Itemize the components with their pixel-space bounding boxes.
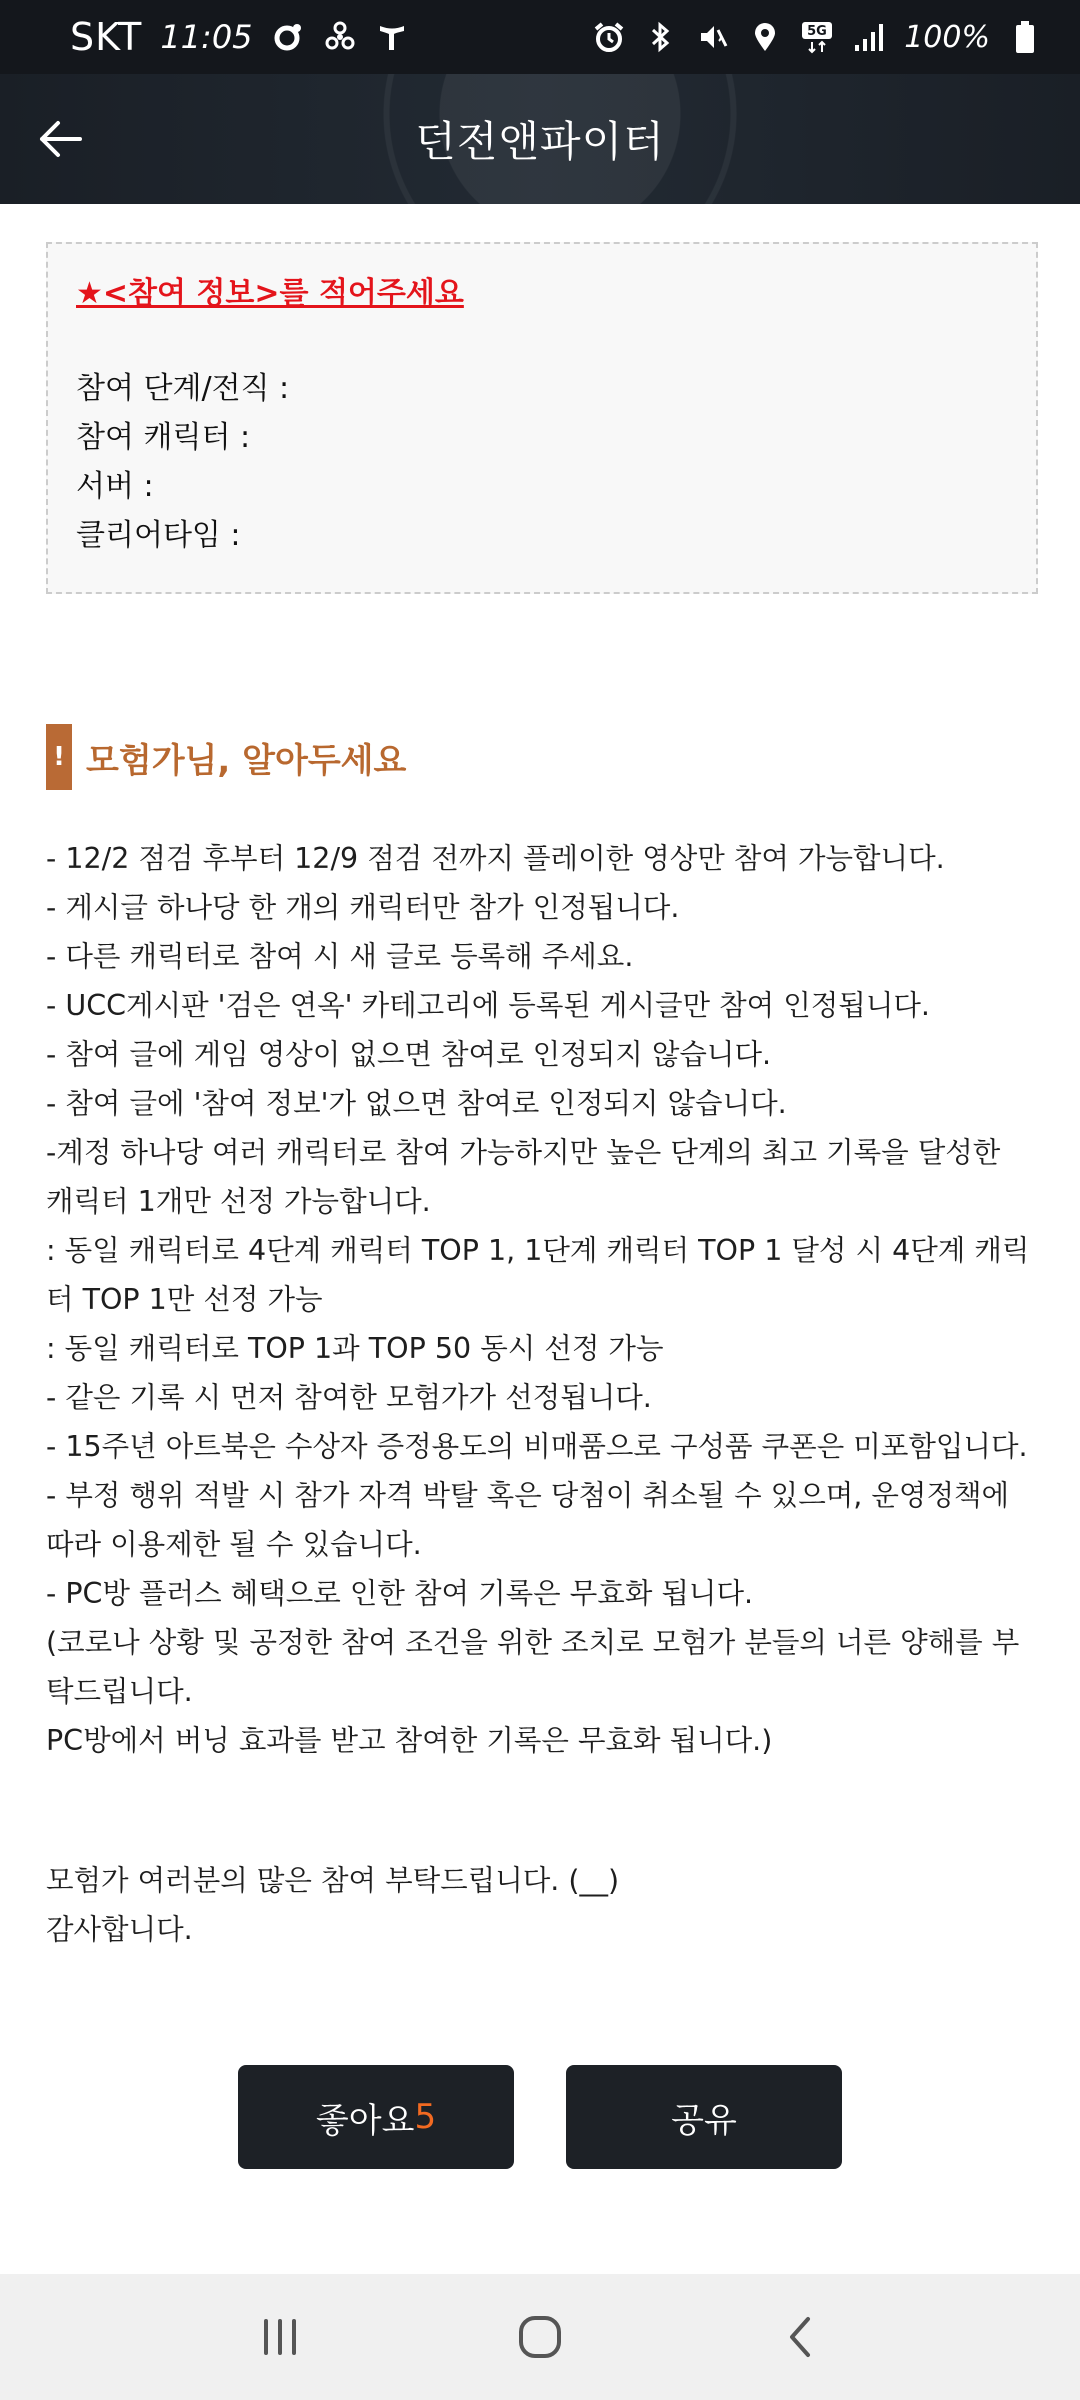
like-count: 5: [414, 2097, 437, 2137]
nav-back-button[interactable]: [755, 2292, 845, 2382]
notice-line: : 동일 캐릭터로 TOP 1과 TOP 50 동시 선정 가능: [46, 1332, 664, 1365]
notice-line: : 동일 캐릭터로 4단계 캐릭터 TOP 1, 1단계 캐릭터 TOP 1 달성 시 4단계 캐릭: [46, 1234, 1030, 1267]
signal-icon: [852, 20, 886, 54]
status-right: [592, 20, 1042, 55]
5g-icon: [800, 20, 834, 54]
status-bar: [0, 0, 1080, 74]
notice-line: - UCC게시판 '검은 연옥' 카테고리에 등록된 게시글만 참여 인정됩니다.: [46, 989, 930, 1022]
mute-icon: [696, 20, 730, 54]
closing-line: 모험가 여러분의 많은 참여 부탁드립니다. (__): [46, 1864, 620, 1897]
info-line: 참여 단계/전직 :: [76, 371, 290, 406]
navigation-bar: [0, 2274, 1080, 2400]
info-line: 서버 :: [76, 469, 154, 504]
notice-line: 탁드립니다.: [46, 1675, 193, 1708]
like-button[interactable]: [238, 2065, 514, 2169]
share-label: 공유: [671, 2100, 737, 2141]
notice-line: PC방에서 버닝 효과를 받고 참여한 기록은 무효화 됩니다.): [46, 1724, 773, 1757]
notice-line: 터 TOP 1만 선정 가능: [46, 1283, 323, 1316]
back-button[interactable]: [30, 109, 90, 169]
like-label: 좋아요: [315, 2100, 415, 2141]
notice-line: 따라 이용제한 될 수 있습니다.: [46, 1528, 422, 1561]
notice-heading: [46, 724, 406, 790]
notice-line: - 부정 행위 적발 시 참가 자격 박탈 혹은 당첨이 취소될 수 있으며, 운영정책에: [46, 1479, 1010, 1512]
app-header: [0, 74, 1080, 204]
status-left: [70, 15, 409, 59]
location-icon: [748, 20, 782, 54]
page-title: 던전앤파이터: [415, 117, 665, 166]
home-icon: [516, 2313, 564, 2361]
notice-line: - 15주년 아트북은 수상자 증정용도의 비매품으로 구성품 쿠폰은 미포함입니다.: [46, 1430, 1028, 1463]
notice-line: - 참여 글에 '참여 정보'가 없으면 참여로 인정되지 않습니다.: [46, 1087, 787, 1120]
notice-line: (코로나 상황 및 공정한 참여 조건을 위한 조치로 모험가 분들의 너른 양해를 부: [46, 1626, 1020, 1659]
share-button[interactable]: [566, 2065, 842, 2169]
recent-apps-icon: [258, 2315, 302, 2359]
notice-line: - PC방 플러스 혜택으로 인한 참여 기록은 무효화 됩니다.: [46, 1577, 754, 1610]
participation-info-box: [46, 242, 1038, 594]
clock: 11:05: [160, 18, 253, 56]
info-line: 클리어타임 :: [76, 518, 241, 553]
svg-text:5G: 5G: [807, 24, 828, 39]
notice-line: - 같은 기록 시 먼저 참여한 모험가가 선정됩니다.: [46, 1381, 652, 1414]
notice-line: -계정 하나당 여러 캐릭터로 참여 가능하지만 높은 단계의 최고 기록을 달성한: [46, 1136, 1001, 1169]
info-line: 참여 캐릭터 :: [76, 420, 251, 455]
fan-icon: [323, 20, 357, 54]
notice-line: - 12/2 점검 후부터 12/9 점검 전까지 플레이한 영상만 참여 가능합니다.: [46, 842, 945, 875]
notice-line: - 게시글 하나당 한 개의 캐릭터만 참가 인정됩니다.: [46, 891, 680, 924]
alarm-icon: [592, 20, 626, 54]
notice-list: [46, 834, 1046, 1765]
battery-icon: [1008, 20, 1042, 54]
info-box-title: ★<참여 정보>를 적어주세요: [76, 276, 464, 311]
closing-message: [46, 1856, 1046, 1954]
exclamation-icon: !: [46, 724, 72, 790]
action-buttons: [0, 2065, 1080, 2169]
arrow-left-icon: [36, 119, 84, 159]
back-icon: [780, 2313, 820, 2361]
closing-line: 감사합니다.: [46, 1913, 193, 1946]
battery-percent: 100%: [904, 19, 990, 55]
notice-title: 모험가님, 알아두세요: [86, 740, 407, 781]
carrier-label: SKT: [70, 15, 143, 59]
notice-line: - 참여 글에 게임 영상이 없으면 참여로 인정되지 않습니다.: [46, 1038, 772, 1071]
notice-line: - 다른 캐릭터로 참여 시 새 글로 등록해 주세요.: [46, 940, 634, 973]
home-button[interactable]: [495, 2292, 585, 2382]
t-icon: [375, 20, 409, 54]
notice-line: 캐릭터 1개만 선정 가능합니다.: [46, 1185, 431, 1218]
recent-apps-button[interactable]: [235, 2292, 325, 2382]
bluetooth-icon: [644, 20, 678, 54]
notification-o-icon: [271, 20, 305, 54]
